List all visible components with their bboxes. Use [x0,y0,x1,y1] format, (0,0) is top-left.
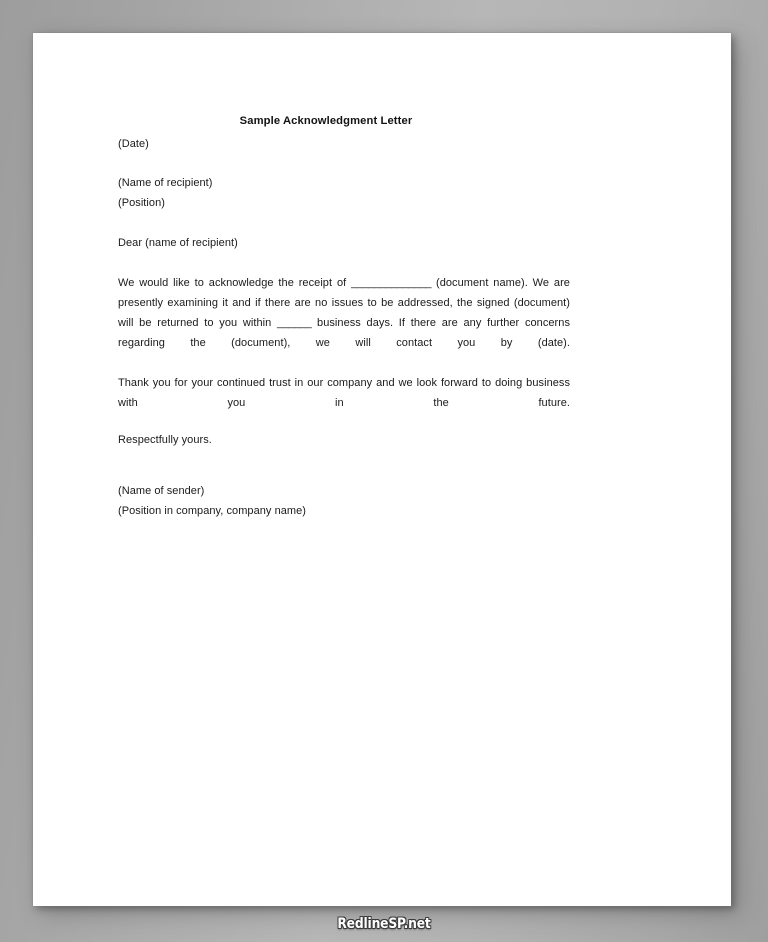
body-paragraph [118,273,570,373]
blank-document-name: ______________ [351,277,432,289]
sender-position-placeholder: (Position in company, company name) [118,505,307,517]
date-placeholder: (Date) [118,138,149,150]
recipient-position-placeholder: (Position) [118,197,165,209]
sender-name-placeholder: (Name of sender) [118,485,205,497]
body-text-part-1: We would like to acknowledge the receipt of [118,277,352,289]
salutation-line: Dear (name of recipient) [118,237,238,249]
blank-business-days: ______ [277,317,312,329]
body-text-part-2: (document name). We are presently examining it and if there are no issues to be addressed, the signed (document) will be returned to you within [118,277,570,329]
body-text-part-3: business days. If there are any further concerns regarding the (document), we will contact you by (date). [118,317,570,349]
document-page [33,33,731,906]
closing-paragraph: Thank you for your continued trust in our company and we look forward to doing business with you in the future. [118,377,570,409]
signoff-line: Respectfully yours. [118,434,212,446]
footer-watermark [0,906,768,942]
page-title: Sample Acknowledgment Letter [239,115,413,127]
watermark-label: RedlineSP.net [337,916,431,932]
recipient-name-placeholder: (Name of recipient) [118,177,213,189]
